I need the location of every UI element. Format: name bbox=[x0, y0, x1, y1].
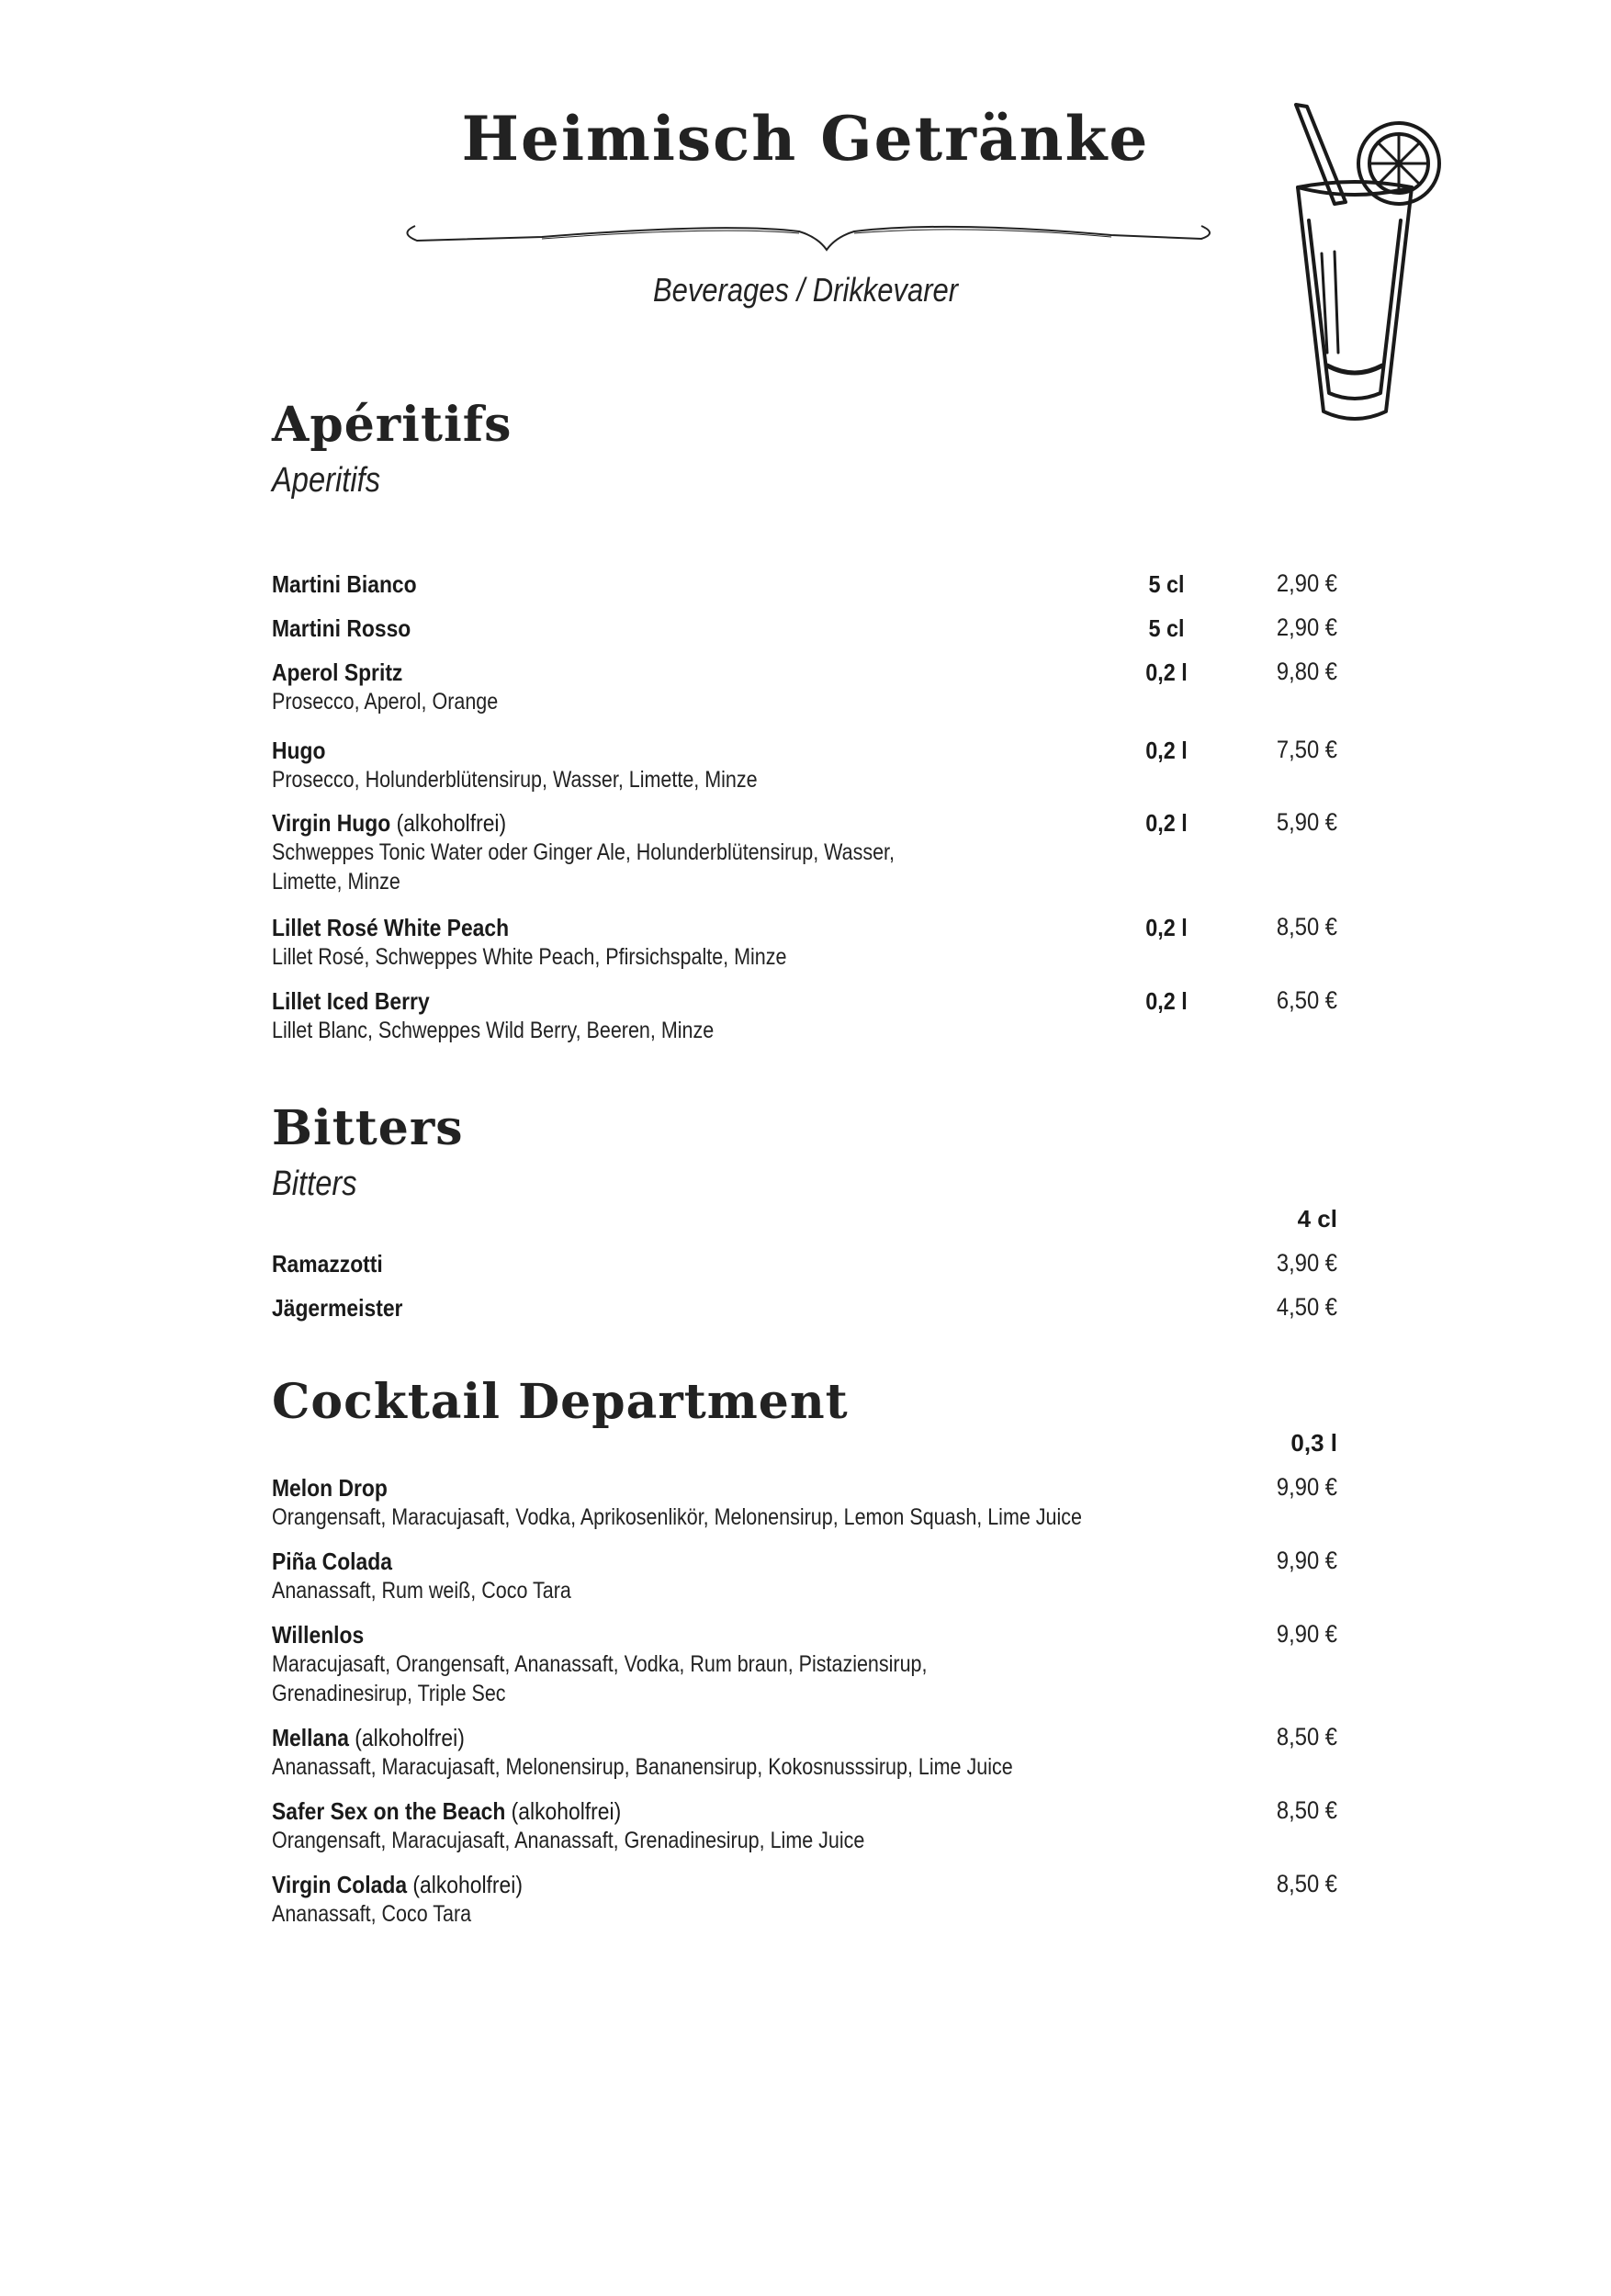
item-volume: 0,2 l bbox=[1145, 987, 1188, 1015]
item-description: Maracujasaft, Orangensaft, Ananassaft, Vodka, Rum braun, Pistaziensirup, bbox=[272, 1651, 928, 1677]
item-volume: 0,2 l bbox=[1145, 914, 1188, 941]
menu-item bbox=[272, 1870, 1328, 1929]
item-name: Martini Bianco bbox=[272, 570, 417, 598]
item-name: Willenlos bbox=[272, 1621, 365, 1649]
item-price: 5,90 € bbox=[1276, 808, 1337, 836]
section-subheading-bitters: Bitters bbox=[272, 1165, 357, 1203]
item-price: 8,50 € bbox=[1276, 1723, 1337, 1750]
menu-item bbox=[272, 1796, 1328, 1855]
item-description: Ananassaft, Coco Tara bbox=[272, 1901, 472, 1927]
item-name: Lillet Rosé White Peach bbox=[272, 914, 510, 941]
item-volume: 5 cl bbox=[1148, 614, 1185, 642]
item-name: Virgin Hugo (alkoholfrei) bbox=[272, 809, 507, 837]
section-heading-cocktails: Cocktail Department bbox=[272, 1374, 849, 1430]
item-name: Piña Colada bbox=[272, 1548, 392, 1575]
item-description: Lillet Blanc, Schweppes Wild Berry, Beeren, Minze bbox=[272, 1018, 715, 1043]
item-name: Hugo bbox=[272, 737, 326, 764]
item-price: 9,90 € bbox=[1276, 1547, 1337, 1574]
item-price: 4,50 € bbox=[1276, 1293, 1337, 1321]
item-name: Jägermeister bbox=[272, 1294, 403, 1322]
item-price: 3,90 € bbox=[1276, 1249, 1337, 1277]
page-subtitle: Beverages / Drikkevarer bbox=[652, 271, 959, 309]
item-price: 9,80 € bbox=[1276, 658, 1337, 685]
menu-item bbox=[272, 1620, 1328, 1708]
item-volume: 0,2 l bbox=[1145, 809, 1188, 837]
item-description: Ananassaft, Maracujasaft, Melonensirup, Bananensirup, Kokosnusssirup, Lime Juice bbox=[272, 1754, 1013, 1780]
column-volume-header: 0,3 l bbox=[1290, 1429, 1337, 1457]
item-note: (alkoholfrei) bbox=[505, 1797, 622, 1825]
swirl-divider bbox=[395, 213, 1222, 259]
item-price: 8,50 € bbox=[1276, 1870, 1337, 1897]
item-description: Ananassaft, Rum weiß, Coco Tara bbox=[272, 1578, 571, 1604]
item-description: Prosecco, Aperol, Orange bbox=[272, 689, 499, 715]
section-subheading-aperitifs: Aperitifs bbox=[272, 461, 381, 500]
item-price: 2,90 € bbox=[1276, 613, 1337, 641]
item-name: Lillet Iced Berry bbox=[272, 987, 430, 1015]
item-volume: 0,2 l bbox=[1145, 658, 1188, 686]
item-name: Safer Sex on the Beach (alkoholfrei) bbox=[272, 1797, 622, 1825]
item-description-line2: Limette, Minze bbox=[272, 869, 400, 895]
menu-item bbox=[272, 1293, 1328, 1322]
item-volume: 5 cl bbox=[1148, 570, 1185, 598]
item-price: 6,50 € bbox=[1276, 986, 1337, 1014]
item-description-line2: Grenadinesirup, Triple Sec bbox=[272, 1681, 506, 1706]
item-name: Ramazzotti bbox=[272, 1250, 383, 1277]
item-volume: 0,2 l bbox=[1145, 737, 1188, 764]
item-name: Martini Rosso bbox=[272, 614, 411, 642]
item-description: Orangensaft, Maracujasaft, Vodka, Aprikosenlikör, Melonensirup, Lemon Squash, Lime Juice bbox=[272, 1504, 1082, 1530]
cocktail-glass-icon bbox=[1281, 99, 1447, 430]
item-price: 7,50 € bbox=[1276, 736, 1337, 763]
item-description: Lillet Rosé, Schweppes White Peach, Pfirsichspalte, Minze bbox=[272, 944, 787, 970]
item-note: (alkoholfrei) bbox=[407, 1871, 523, 1898]
item-name: Virgin Colada (alkoholfrei) bbox=[272, 1871, 523, 1898]
section-heading-aperitifs: Apéritifs bbox=[272, 397, 513, 453]
menu-item bbox=[272, 1547, 1328, 1605]
item-price: 9,90 € bbox=[1276, 1620, 1337, 1648]
item-description: Orangensaft, Maracujasaft, Ananassaft, Grenadinesirup, Lime Juice bbox=[272, 1828, 865, 1853]
item-description: Schweppes Tonic Water oder Ginger Ale, Holunderblütensirup, Wasser, bbox=[272, 839, 896, 865]
item-note: (alkoholfrei) bbox=[348, 1724, 465, 1751]
menu-item bbox=[272, 1723, 1328, 1782]
item-name: Aperol Spritz bbox=[272, 658, 403, 686]
item-price: 2,90 € bbox=[1276, 569, 1337, 597]
page-title: Heimisch Getränke bbox=[461, 103, 1150, 174]
section-heading-bitters: Bitters bbox=[272, 1100, 464, 1156]
column-volume-header: 4 cl bbox=[1297, 1205, 1337, 1232]
menu-item bbox=[272, 1473, 1328, 1532]
item-name: Mellana (alkoholfrei) bbox=[272, 1724, 465, 1751]
item-price: 9,90 € bbox=[1276, 1473, 1337, 1501]
item-description: Prosecco, Holunderblütensirup, Wasser, Limette, Minze bbox=[272, 767, 758, 793]
menu-item bbox=[272, 1249, 1328, 1278]
item-price: 8,50 € bbox=[1276, 913, 1337, 940]
item-note: (alkoholfrei) bbox=[390, 809, 507, 837]
item-price: 8,50 € bbox=[1276, 1796, 1337, 1824]
item-name: Melon Drop bbox=[272, 1474, 388, 1502]
